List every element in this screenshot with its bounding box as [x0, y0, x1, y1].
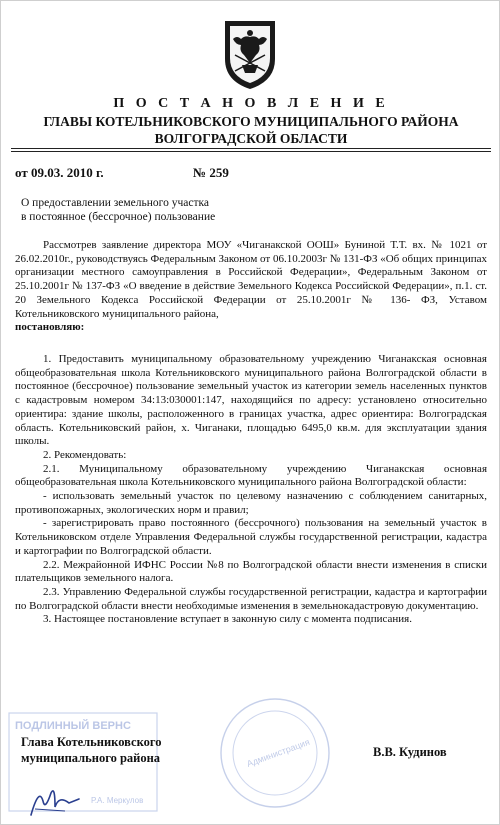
clause-2-3: 2.3. Управлению Федеральной службы государственной регистрации, кадастра и картографии по Волгоградской области внести необходимые изменения в земельнокадастровую документацию. [15, 585, 487, 612]
decree-word: постановляю: [15, 321, 85, 334]
clause-2-1-a: - использовать земельный участок по целевому назначению с соблюдением санитарных, противопожарных, экологических норм и правил; [15, 490, 487, 516]
header [1, 95, 500, 147]
header-divider-2 [11, 151, 491, 152]
signatory-name: В.В. Кудинов [373, 745, 447, 759]
clause-3: 3. Настоящее постановление вступает в законную силу с момента подписания. [43, 613, 412, 626]
clauses [15, 353, 487, 627]
document-subject [21, 196, 215, 224]
handwritten-signature [25, 781, 85, 821]
coat-of-arms-icon [211, 15, 289, 93]
stamp-right-text: Администрация [245, 736, 312, 769]
subject-line-1: О предоставлении земельного участка [21, 197, 210, 209]
issuer-line-1: ГЛАВЫ КОТЕЛЬНИКОВСКОГО МУНИЦИПАЛЬНОГО РАЙОНА [43, 114, 459, 129]
stamp-left-title: ПОДЛИННЫЙ ВЕРНС [15, 720, 131, 732]
issuer-line-2: ВОЛГОГРАДСКОЙ ОБЛАСТИ [154, 131, 348, 146]
subject-line-2: в постоянное (бессрочное) пользование [21, 211, 216, 223]
document-title: П О С Т А Н О В Л Е Н И Е [113, 96, 389, 111]
document-number: № 259 [193, 165, 229, 180]
clause-2-1-b: - зарегистрировать право постоянного (бессрочного) пользования на земельный участок в Котельниковском отделе Управления Федеральной службы государственной регистрации, кадастра и картографии по Волгоградской области. [15, 517, 487, 557]
document-date: от 09.03. 2010 г. [15, 165, 104, 180]
preamble [15, 239, 487, 335]
header-divider [11, 148, 491, 149]
stamp-left-name: Р.А. Меркулов [91, 796, 144, 805]
official-seal-stamp [215, 693, 335, 813]
preamble-text: Рассмотрев заявление директора МОУ «Чиганакской ООШ» Буниной Т.Т. вх. № 1021 от 26.02.2010г., руководствуясь Федеральным Законом от 06.10.2003г № 131-ФЗ «Об общих принципах организации местного самоуправления в Российской Федерации», Федеральным Законом от 25.10.2001г № 137-ФЗ «О введение в действие Земельного Кодекса Российской Федерации», п.1. ст. 20 Земельного Кодекса Российской Федерации от 25.10.2001г № 136- ФЗ, Уставом Котельниковского муниципального района, [15, 239, 487, 320]
clause-2-2: 2.2. Межрайонной ИФНС России №8 по Волгоградской области внести изменения в списки плательщиков земельного налога. [15, 558, 487, 585]
signatory-position-line-2: муниципального района [21, 751, 161, 765]
clause-2-1: 2.1. Муниципальному образовательному учреждению Чиганакская основная общеобразовательная школа Котельниковского муниципального района Волгоградской области: [15, 462, 487, 489]
clause-2: 2. Рекомендовать: [43, 448, 127, 461]
signatory-position [21, 734, 162, 766]
clause-1: 1. Предоставить муниципальному образовательному учреждению Чиганакская основная общеобразовательная школа Котельниковского муниципального района Волгоградской области в постоянное (бессрочное) пользование земельный участок из категории земель населенных пунктов с кадастровым номером 34:13:030001:147, находящийся по адресу: установлено относительно ориентира: здание школы, расположенного в границах участка, адрес ориентира: Волгоградская область. Котельниковский район, х. Чиганаки, площадью 6495,0 кв.м. для эксплуатации здания школы. [15, 353, 487, 448]
signatory-position-line-1: Глава Котельниковского [21, 735, 162, 749]
